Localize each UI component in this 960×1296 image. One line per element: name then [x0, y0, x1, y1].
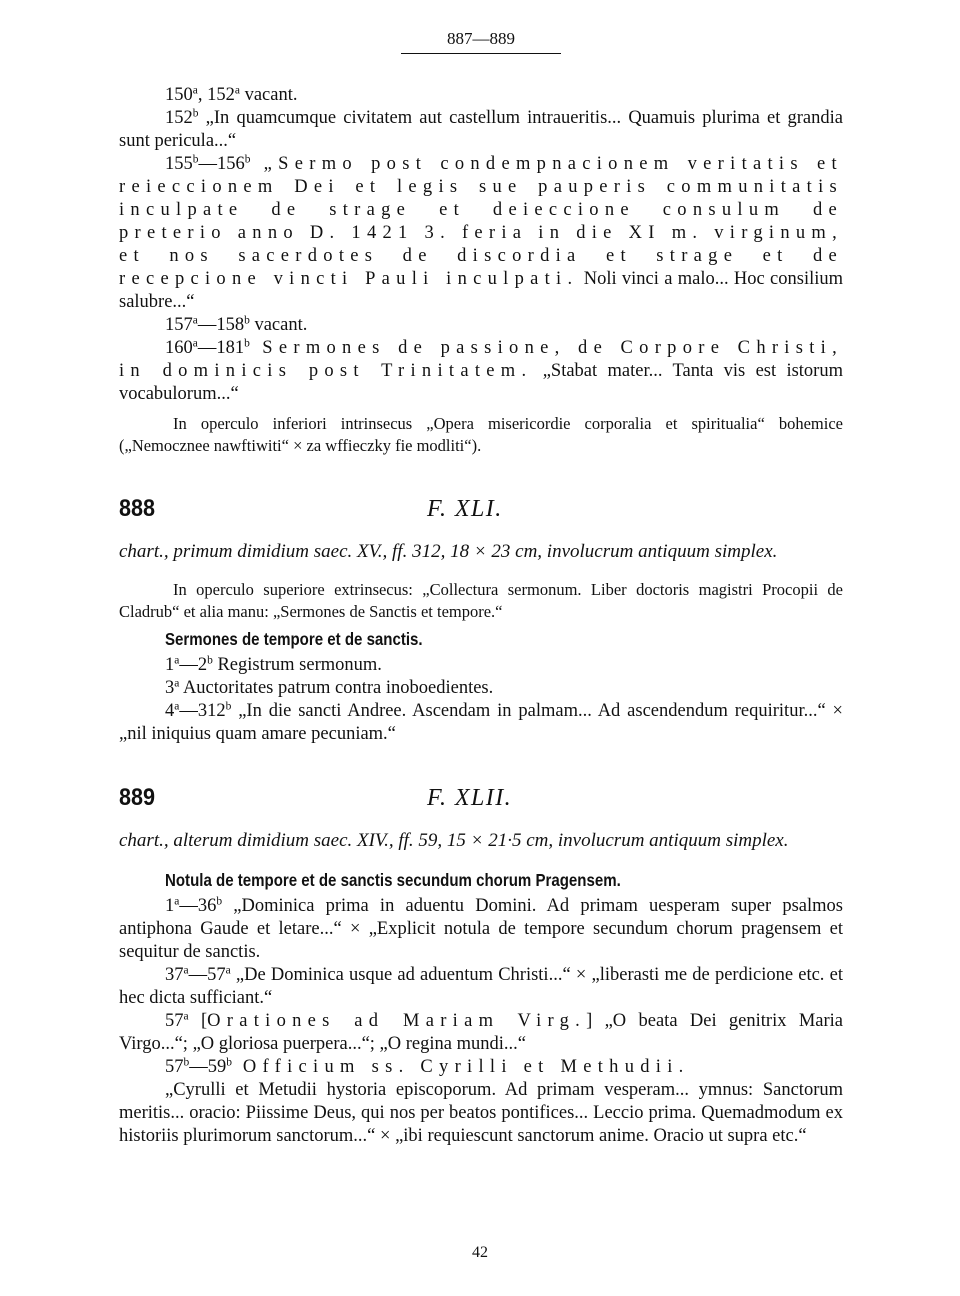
folio-side: a — [174, 677, 180, 690]
folio-line-150a — [119, 84, 843, 107]
folio-side: b — [244, 153, 251, 166]
folio-number: 37 — [165, 965, 184, 985]
entry-number: 889 — [119, 784, 156, 811]
folio-line-155b — [119, 153, 843, 314]
folio-side: b — [207, 654, 213, 667]
spaced-title: Sermones de passione, de Corpore Christi, in dominicis post Trinitatem. — [119, 338, 843, 381]
entry-heading-889 — [119, 786, 843, 810]
folio-number: 152 — [165, 108, 193, 128]
folio-side: a — [234, 84, 240, 97]
folio-line-1a — [119, 654, 843, 677]
office-text: „Cyrulli et Metudii hystoria episcoporum. Ad primam vesperam... ymnus: Sanctorum meritis... oracio: Piissime Deus, qui nos per beatos pontifices... Leccio prima. Quemadmodum ex historiis plurimorum sanctorum...“ × „ibi requiescunt sanctorum anime. Oracio ut supra etc.“ — [119, 1080, 843, 1146]
folio-side: a — [174, 700, 180, 713]
entry-heading-888 — [119, 497, 843, 521]
spaced-title: Officium ss. Cyrilli et Methudii. — [231, 1057, 690, 1077]
folio-number: 155 — [165, 154, 193, 174]
folio-side: a — [174, 654, 180, 667]
folio-line-1a — [119, 895, 843, 964]
folio-text: [ — [188, 1011, 208, 1031]
folio-side: a — [192, 84, 198, 97]
folio-text: Auctoritates patrum contra inoboedientes. — [179, 678, 494, 698]
folio-number: —312 — [179, 701, 226, 721]
folio-line-152b — [119, 107, 843, 153]
folio-side: b — [225, 700, 232, 713]
folio-side: a — [225, 964, 231, 977]
entry-description: chart., alterum dimidium saec. XIV., ff. 59, 15 × 21·5 cm, involucrum antiquum simplex. — [119, 830, 789, 851]
folio-side: b — [226, 1056, 232, 1069]
folio-number: 1 — [165, 655, 175, 675]
folio-number: —2 — [179, 655, 208, 675]
folio-number: —57 — [188, 965, 226, 985]
folio-line-4a — [119, 700, 843, 746]
folio-number: —158 — [197, 315, 245, 335]
folio-side: b — [192, 153, 199, 166]
folio-number: 160 — [165, 338, 193, 358]
entry-signature: F. XLII. — [427, 785, 513, 811]
folio-side: b — [216, 895, 223, 908]
folio-line-37a — [119, 964, 843, 1010]
folio-text: „Dominica prima in aduentu Domini. Ad primam uesperam super psalmos antiphona Gaude et letare...“ × „Explicit notula de tempore secundum chorum pragensem et sequitur de sanctis. — [119, 896, 843, 962]
folio-side: b — [244, 337, 250, 350]
folio-number: —36 — [179, 896, 217, 916]
folio-line-57a — [119, 1010, 843, 1056]
section-title: Notula de tempore et de sanctis secundum chorum Pragensem. — [165, 870, 621, 890]
folio-number: —181 — [197, 338, 245, 358]
folio-text: ] „O beata Dei genitrix Maria Virgo...“; „O gloriosa puerpera...“; „O regina mundi...“ — [119, 1011, 843, 1054]
page-number: 42 — [472, 1244, 488, 1261]
folio-line-3a — [119, 677, 843, 700]
folio-number: 57 — [165, 1011, 184, 1031]
folio-text: vacant. — [239, 85, 298, 105]
spaced-title: Orationes ad Mariam Virg. — [207, 1011, 587, 1031]
folio-text: „In quamcumque civitatem aut castellum intraueritis... Quamuis plurima et grandia sunt pericula...“ — [119, 108, 843, 151]
cover-note: In operculo superiore extrinsecus: „Collectura sermonum. Liber doctoris magistri Procopii de Cladrub“ et alia manu: „Sermones de Sanctis et tempore.“ — [119, 580, 843, 621]
folio-side: a — [183, 1010, 189, 1023]
folio-number: 1 — [165, 896, 175, 916]
folio-side: a — [192, 337, 198, 350]
folio-side: a — [192, 314, 198, 327]
folio-side: b — [183, 1056, 190, 1069]
folio-line-57b — [119, 1056, 843, 1079]
folio-number: —156 — [198, 154, 245, 174]
folio-side: b — [192, 107, 199, 120]
folio-number: —59 — [189, 1057, 227, 1077]
folio-side: a — [183, 964, 189, 977]
folio-number: 57 — [165, 1057, 184, 1077]
folio-text: „Stabat mater... Tanta vis est istorum vocabulorum...“ — [119, 361, 843, 404]
entry-description: chart., primum dimidium saec. XV., ff. 312, 18 × 23 cm, involucrum antiquum simplex. — [119, 541, 778, 562]
entry-number: 888 — [119, 495, 156, 522]
folio-text: Noli vinci a malo... Hoc consilium salubre...“ — [119, 269, 843, 312]
folio-side: b — [244, 314, 250, 327]
cover-note: In operculo inferiori intrinsecus „Opera misericordie corporalia et spiritualia“ bohemice („Nemocznee nawftiwiti“ × za wffieczky fie modliti“). — [119, 414, 843, 455]
section-title: Sermones de tempore et de sanctis. — [165, 629, 423, 649]
folio-line-160a — [119, 337, 843, 406]
folio-number: 150 — [165, 85, 193, 105]
folio-side: a — [174, 895, 180, 908]
entry-signature: F. XLI. — [427, 496, 503, 522]
folio-number: , 152 — [197, 85, 235, 105]
folio-number: 4 — [165, 701, 175, 721]
spaced-title: „Sermo post condempnacionem veritatis et reieccionem Dei et legis sue pauperis communitatis inculpate de strage et deieccione consulum de preterio anno D. 1421 3. feria in die XI m. virginum, et nos sacerdotes de discordia et strage et de recepcione vincti Pauli inculpati. — [119, 154, 843, 289]
catalog-page — [119, 28, 843, 1148]
folio-number: 3 — [165, 678, 175, 698]
folio-number: 157 — [165, 315, 193, 335]
folio-text: „In die sancti Andree. Ascendam in palmam... Ad ascendendum requiritur...“ × „nil iniquius quam amare pecuniam.“ — [119, 701, 843, 744]
folio-text: vacant. — [249, 315, 308, 335]
folio-text: „De Dominica usque ad aduentum Christi...“ × „liberasti me de perdicione etc. et hec dicta sufficiant.“ — [119, 965, 843, 1008]
folio-line-157a — [119, 314, 843, 337]
folio-text: Registrum sermonum. — [212, 655, 382, 675]
running-head: 887—889 — [401, 28, 561, 54]
